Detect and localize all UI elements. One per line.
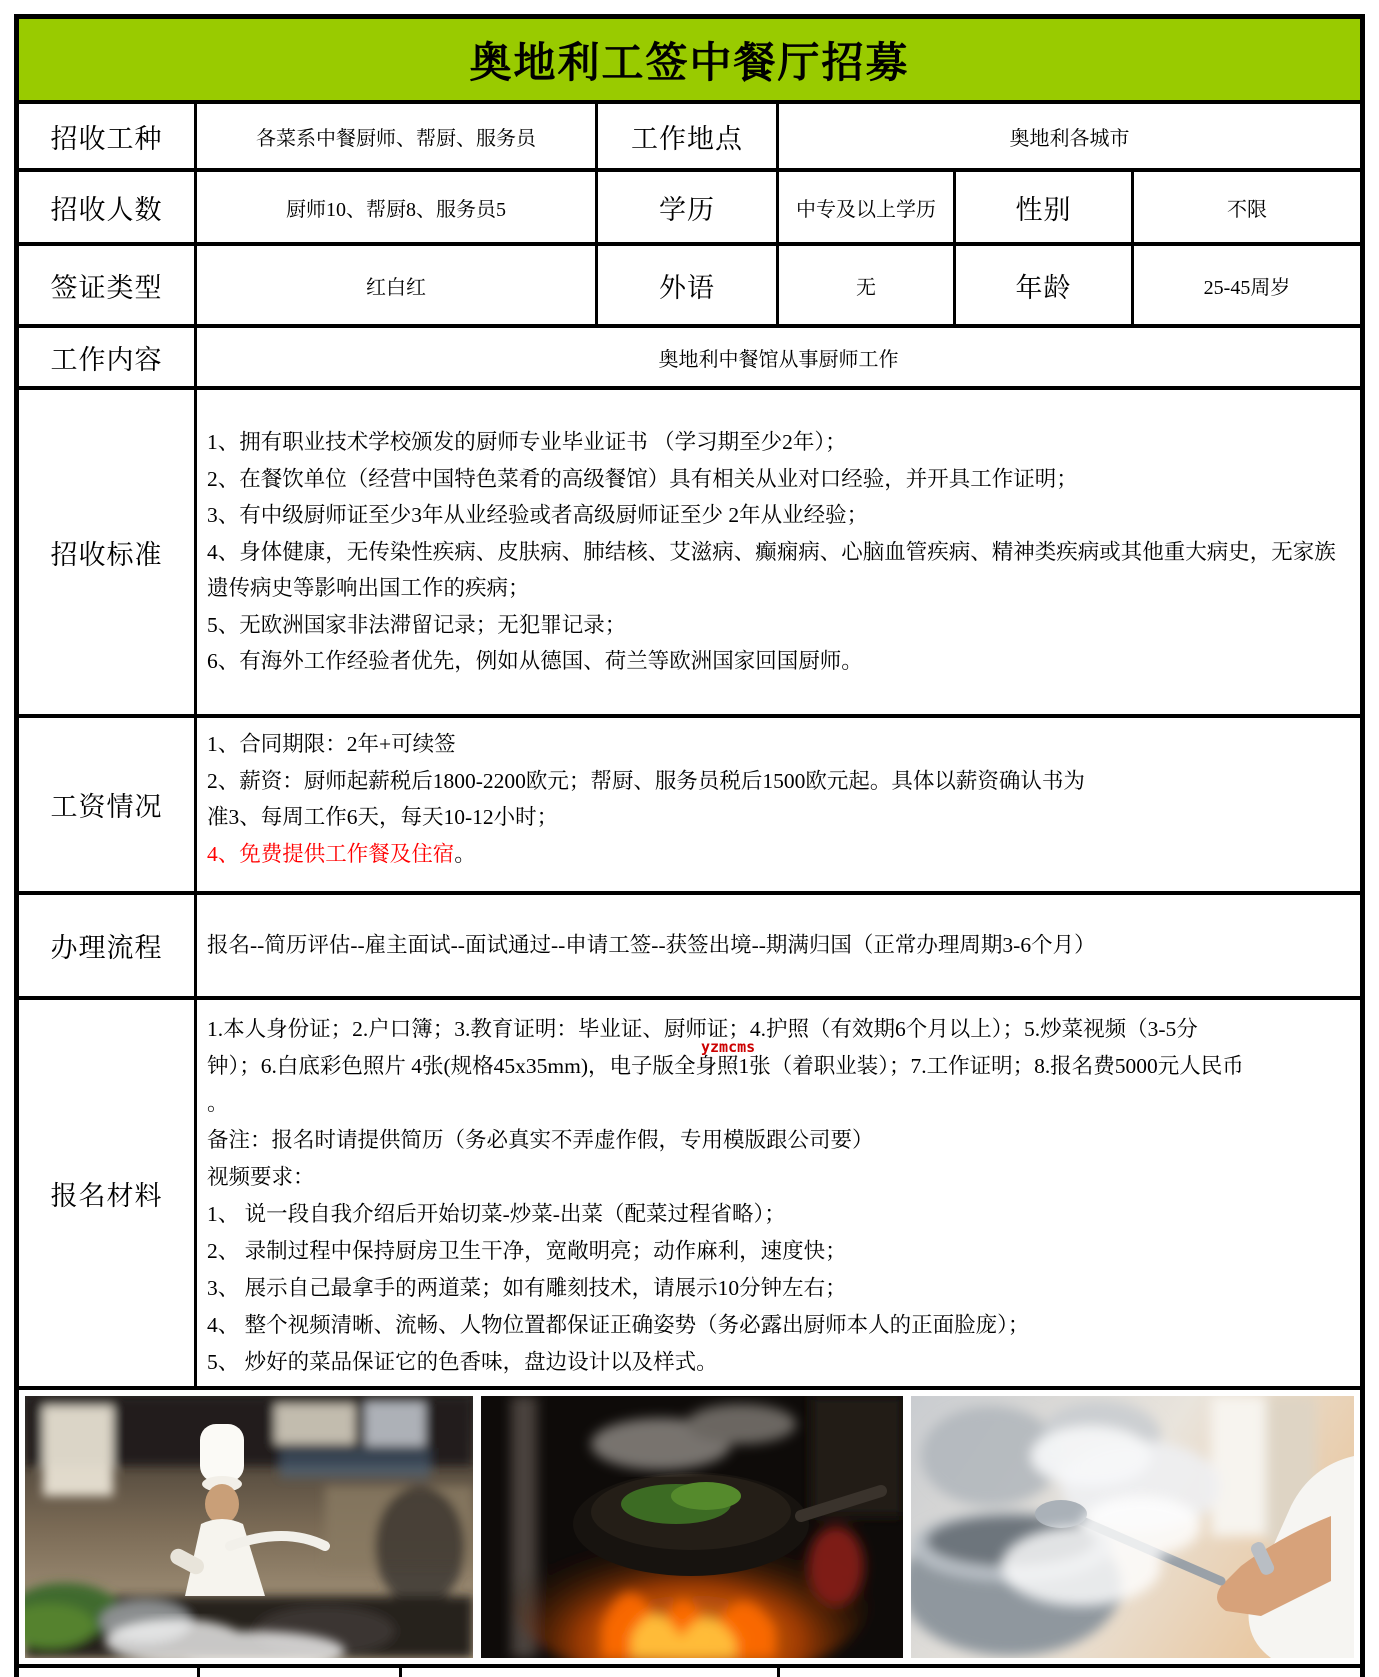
label-process: 办理流程	[19, 895, 197, 996]
materials-line: 1.本人身份证；2.户口簿；3.教育证明：毕业证、厨师证；4.护照（有效期6个月以上）；5.炒菜视频（3-5分	[207, 1017, 1198, 1041]
label-standards: 招收标准	[19, 390, 197, 714]
photos-strip	[19, 1390, 1360, 1664]
label-gender: 性别	[956, 172, 1134, 242]
row-materials	[19, 1000, 1360, 1390]
materials-line: 4、 整个视频清晰、流畅、人物位置都保证正确姿势（务必露出厨师本人的正面脸庞）；	[207, 1313, 1030, 1337]
salary-highlight-line: 4、免费提供工作餐及住宿。	[207, 841, 476, 866]
chef-food-court-photo	[25, 1396, 473, 1658]
label-headcount: 招收人数	[19, 172, 197, 242]
label-visa-type: 签证类型	[19, 246, 197, 324]
label-materials: 报名材料	[19, 1000, 197, 1386]
free-board-highlight: 4、免费提供工作餐及住宿	[207, 841, 455, 866]
page-title: 奥地利工签中餐厅招募	[469, 40, 910, 87]
materials-text	[197, 1000, 1360, 1386]
row-process	[19, 895, 1360, 1000]
standards-line: 6、有海外工作经验者优先，例如从德国、荷兰等欧洲国家回国厨师。	[207, 649, 863, 674]
watermark: yzmcms	[701, 1038, 756, 1056]
value-education: 中专及以上学历	[779, 172, 956, 242]
standards-line: 1、拥有职业技术学校颁发的厨师专业毕业证书 （学习期至少2年）；	[207, 430, 847, 455]
standards-text	[197, 390, 1360, 714]
value-age: 25-45周岁	[1203, 276, 1291, 299]
materials-line: 视频要求：	[207, 1165, 315, 1189]
label-education: 学历	[598, 172, 779, 242]
salary-line: 2、薪资：厨师起薪税后1800-2200欧元；帮厨、服务员税后1500欧元起。具体以薪资确认书为	[207, 768, 1085, 793]
value-work-location: 奥地利各城市	[1009, 127, 1130, 150]
salary-text	[197, 718, 1360, 891]
materials-line: 钟）；6.白底彩色照片 4张(规格45x35mm)，电子版全身照1张（着职业装）；7.工作证明；8.报名费5000元人民币	[207, 1054, 1244, 1078]
next-row-stub	[19, 1668, 1360, 1677]
materials-line: 备注：报名时请提供简历（务必真实不弄虚作假，专用模版跟公司要）	[207, 1128, 874, 1152]
stub-divider	[197, 1668, 200, 1677]
salary-line: 1、合同期限：2年+可续签	[207, 732, 456, 756]
recruitment-table	[14, 14, 1365, 1677]
standards-line: 2、在餐饮单位（经营中国特色菜肴的高级餐馆）具有相关从业对口经验，并开具工作证明；	[207, 466, 1078, 491]
label-work-location: 工作地点	[598, 104, 779, 168]
row-job-content	[19, 328, 1360, 390]
stub-divider	[399, 1668, 402, 1677]
label-salary: 工资情况	[19, 718, 197, 891]
row-photos	[19, 1390, 1360, 1668]
stub-divider	[777, 1668, 780, 1677]
wok-flame-photo	[481, 1396, 903, 1658]
salary-line: 准3、每周工作6天，每天10-12小时；	[207, 805, 559, 829]
standards-line: 3、有中级厨师证至少3年从业经验或者高级厨师证至少 2年从业经验；	[207, 503, 869, 528]
row-standards	[19, 390, 1360, 718]
value-visa-type: 红白红	[197, 246, 598, 324]
value-job-content: 奥地利中餐馆从事厨师工作	[658, 348, 899, 371]
materials-line: 2、 录制过程中保持厨房卫生干净，宽敞明亮；动作麻利，速度快；	[207, 1239, 847, 1263]
value-gender: 不限	[1227, 198, 1267, 221]
standards-line: 5、无欧洲国家非法滞留记录；无犯罪记录；	[207, 612, 627, 637]
materials-line: 。	[207, 1091, 229, 1115]
title-bar	[19, 19, 1360, 104]
kitchen-ladle-photo	[911, 1396, 1354, 1658]
label-foreign-language: 外语	[598, 246, 779, 324]
row-job-type	[19, 104, 1360, 172]
value-foreign-language: 无	[779, 246, 956, 324]
materials-line: 1、 说一段自我介绍后开始切菜-炒菜-出菜（配菜过程省略）；	[207, 1202, 786, 1226]
standards-line: 4、身体健康，无传染性疾病、皮肤病、肺结核、艾滋病、癫痫病、心脑血管疾病、精神类疾病或其他重大病史，无家族遗传病史等影响出国工作的疾病；	[207, 539, 1336, 601]
row-headcount	[19, 172, 1360, 246]
label-age: 年龄	[956, 246, 1134, 324]
label-job-type: 招收工种	[19, 104, 197, 168]
materials-line: 3、 展示自己最拿手的两道菜；如有雕刻技术，请展示10分钟左右；	[207, 1276, 847, 1300]
label-job-content: 工作内容	[19, 328, 197, 386]
value-job-type: 各菜系中餐厨师、帮厨、服务员	[197, 104, 598, 168]
row-visa-type	[19, 246, 1360, 328]
process-text: 报名--简历评估--雇主面试--面试通过--申请工签--获签出境--期满归国（正常办理周期3-6个月）	[207, 933, 1096, 958]
value-headcount: 厨师10、帮厨8、服务员5	[197, 172, 598, 242]
row-salary	[19, 718, 1360, 895]
materials-line: 5、 炒好的菜品保证它的色香味，盘边设计以及样式。	[207, 1350, 718, 1374]
